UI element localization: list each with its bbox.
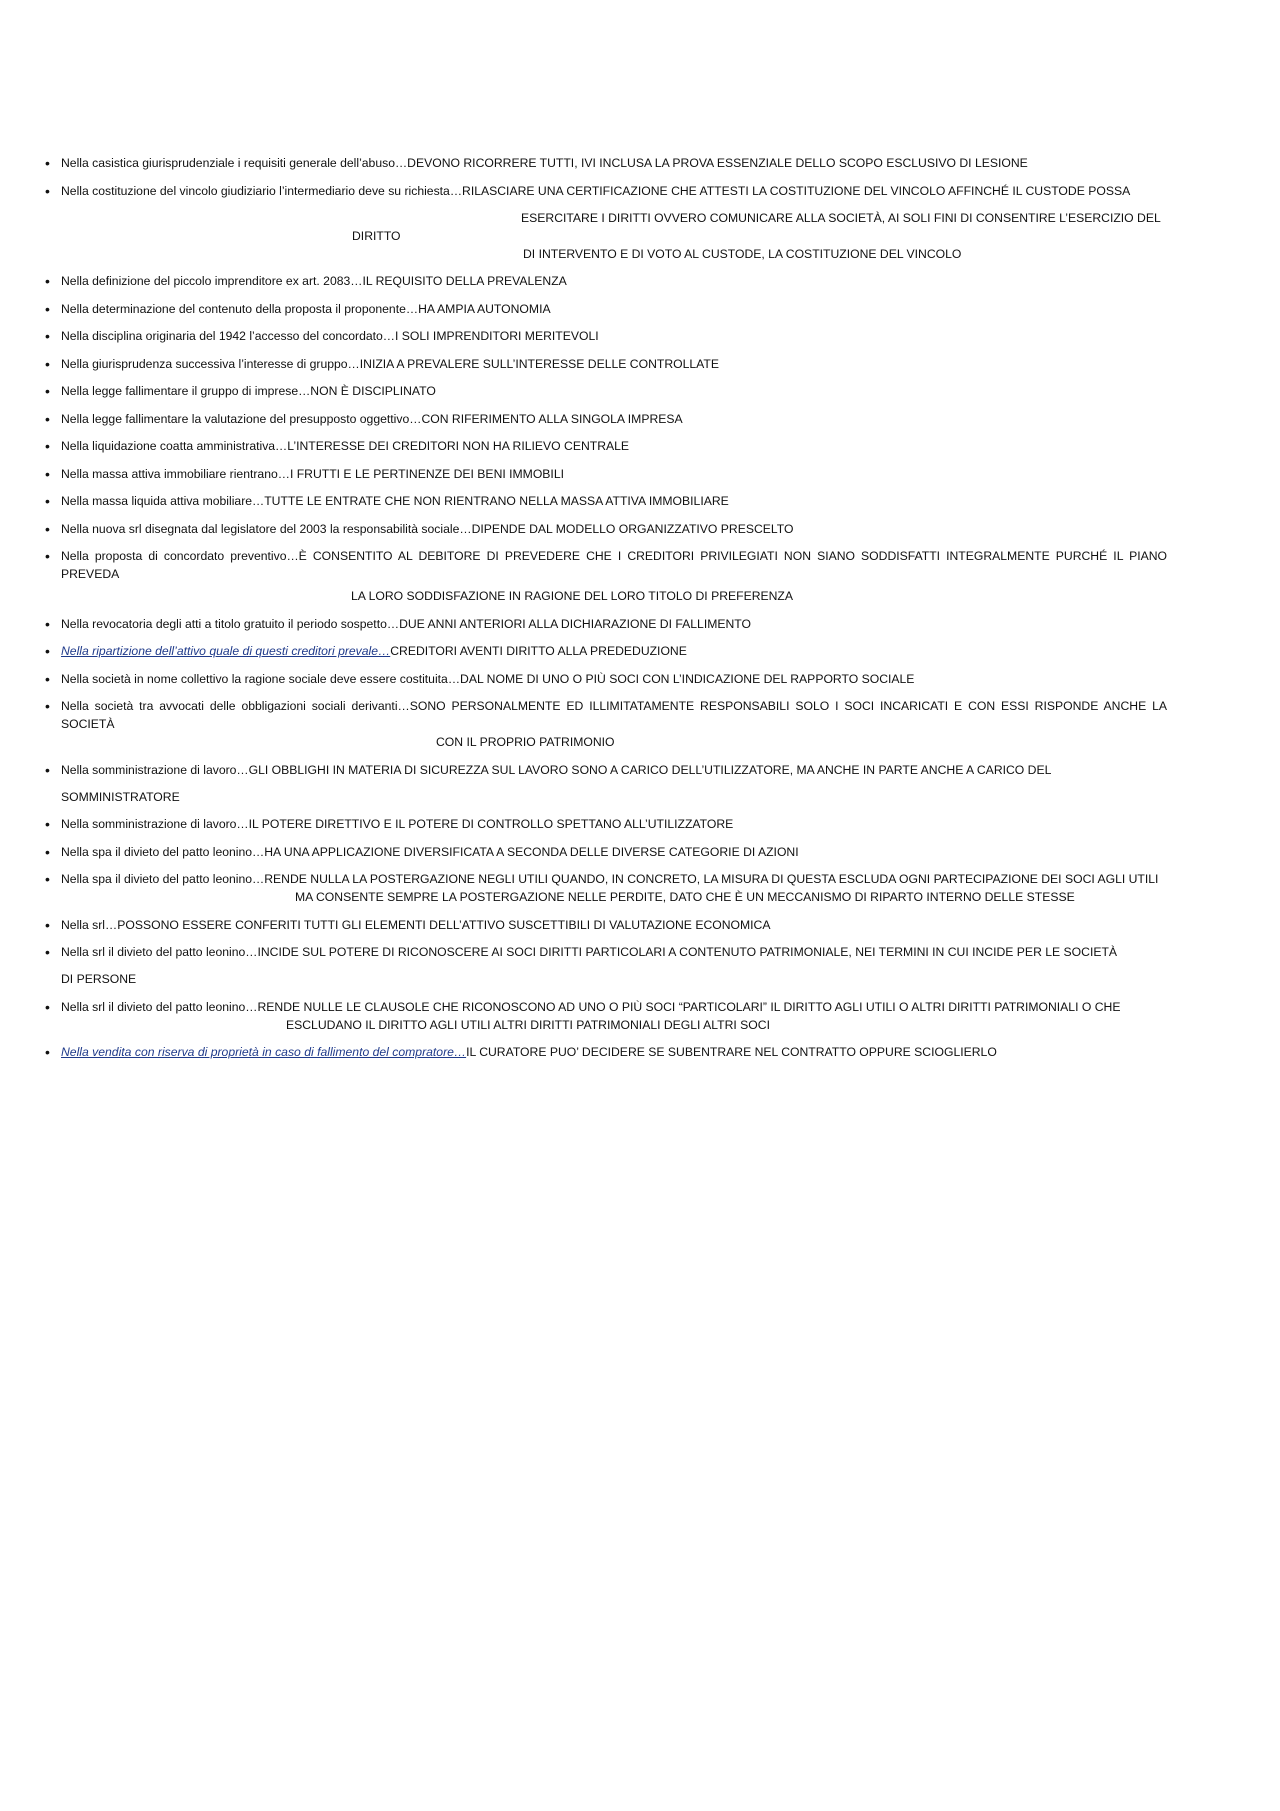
item-answer: DUE ANNI ANTERIORI ALLA DICHIARAZIONE DI FALLIMENTO	[399, 616, 752, 631]
list-item	[45, 182, 1167, 263]
item-answer-continuation	[61, 227, 1167, 245]
item-answer: DEVONO RICORRERE TUTTI, IVI INCLUSA LA PROVA ESSENZIALE DELLO SCOPO ESCLUSIVO DI LESIONE	[407, 156, 1028, 170]
list-item	[45, 547, 1167, 605]
item-answer: RENDE NULLE LE CLAUSOLE CHE RICONOSCONO AD UNO O PIÙ SOCI “PARTICOLARI” IL DIRITTO AGLI UTILI O ALTRI DIRITTI PATRIMONIALI O CHE	[257, 999, 1121, 1014]
item-answer-continuation: SOMMINISTRATORE	[61, 789, 180, 804]
item-answer-word: DIRITTO	[352, 228, 401, 243]
item-answer-continuation: CON IL PROPRIO PATRIMONIO	[436, 735, 615, 749]
list-item	[45, 815, 1167, 833]
list-item	[45, 327, 1167, 345]
item-question: Nella liquidazione coatta amministrativa…	[61, 439, 288, 453]
list-item	[45, 520, 1167, 538]
item-answer: DIPENDE DAL MODELLO ORGANIZZATIVO PRESCELTO	[471, 521, 794, 536]
item-question: Nella giurisprudenza successiva l’interesse di gruppo…	[61, 356, 360, 371]
item-answer: L’INTERESSE DEI CREDITORI NON HA RILIEVO CENTRALE	[287, 439, 630, 453]
item-answer: NON È DISCIPLINATO	[310, 384, 436, 398]
item-answer: SONO PERSONALMENTE ED ILLIMITATAMENTE RESPONSABILI SOLO I SOCI INCARICATI E CON ESSI RISPONDE ANCHE LA SOCIETÀ	[61, 699, 1167, 731]
item-question: Nella srl il divieto del patto leonino…	[61, 945, 258, 959]
item-question: Nella revocatoria degli atti a titolo gratuito il periodo sospetto…	[61, 616, 400, 631]
item-question: Nella legge fallimentare il gruppo di imprese…	[61, 384, 311, 398]
item-question: Nella srl il divieto del patto leonino…	[61, 999, 258, 1014]
item-question: Nella costituzione del vincolo giudiziario l’intermediario deve su richiesta…	[61, 183, 463, 198]
list-item	[45, 382, 1167, 400]
list-item	[45, 410, 1167, 428]
item-question: Nella massa attiva immobiliare rientrano…	[61, 466, 290, 481]
list-item	[45, 843, 1167, 861]
item-answer: INIZIA A PREVALERE SULL’INTERESSE DELLE CONTROLLATE	[359, 356, 719, 371]
item-question: Nella casistica giurisprudenziale i requisiti generale dell’abuso…	[61, 156, 408, 170]
list-item	[45, 1043, 1167, 1061]
list-item	[45, 642, 1167, 660]
item-answer: RENDE NULLA LA POSTERGAZIONE NEGLI UTILI QUANDO, IN CONCRETO, LA MISURA DI QUESTA ESCLUDA OGNI PARTECIPAZIONE DEI SOCI AGLI UTILI	[264, 872, 1159, 886]
item-answer: HA UNA APPLICAZIONE DIVERSIFICATA A SECONDA DELLE DIVERSE CATEGORIE DI AZIONI	[264, 844, 799, 859]
list-item	[45, 355, 1167, 373]
list-item	[45, 943, 1167, 988]
item-answer: È CONSENTITO AL DEBITORE DI PREVEDERE CHE I CREDITORI PRIVILEGIATI NON SIANO SODDISFATTI INTEGRALMENTE PURCHÉ IL PIANO PREVEDA	[61, 549, 1168, 581]
list-item	[45, 437, 1167, 455]
item-answer: INCIDE SUL POTERE DI RICONOSCERE AI SOCI DIRITTI PARTICOLARI A CONTENUTO PATRIMONIALE, NEI TERMINI IN CUI INCIDE PER LE SOCIETÀ	[257, 945, 1118, 959]
list-item	[45, 670, 1167, 688]
item-question: Nella srl…	[61, 917, 118, 932]
list-item	[45, 154, 1167, 172]
item-answer-continuation: DI PERSONE	[61, 972, 137, 986]
item-question: Nella legge fallimentare la valutazione del presupposto oggettivo…	[61, 411, 422, 426]
item-answer: DAL NOME DI UNO O PIÙ SOCI CON L’INDICAZIONE DEL RAPPORTO SOCIALE	[460, 671, 915, 686]
item-answer-continuation: ESCLUDANO IL DIRITTO AGLI UTILI ALTRI DIRITTI PATRIMONIALI DEGLI ALTRI SOCI	[286, 1017, 770, 1032]
item-question-link[interactable]: Nella ripartizione dell’attivo quale di questi creditori prevale…	[61, 644, 391, 658]
item-question: Nella spa il divieto del patto leonino…	[61, 872, 265, 886]
item-answer: IL CURATORE PUO’ DECIDERE SE SUBENTRARE NEL CONTRATTO OPPURE SCIOGLIERLO	[466, 1045, 997, 1059]
item-answer: CREDITORI AVENTI DIRITTO ALLA PREDEDUZIONE	[390, 644, 687, 658]
list-item	[45, 492, 1167, 510]
item-question: Nella determinazione del contenuto della proposta il proponente…	[61, 301, 419, 316]
item-question: Nella società in nome collettivo la ragione sociale deve essere costituita…	[61, 671, 461, 686]
item-question: Nella spa il divieto del patto leonino…	[61, 844, 265, 859]
item-answer: POSSONO ESSERE CONFERITI TUTTI GLI ELEMENTI DELL’ATTIVO SUSCETTIBILI DI VALUTAZIONE ECONOMICA	[117, 917, 771, 932]
list-item	[45, 998, 1167, 1034]
list-item	[45, 870, 1167, 906]
list-item	[45, 761, 1167, 806]
item-answer-continuation: DI INTERVENTO E DI VOTO AL CUSTODE, LA COSTITUZIONE DEL VINCOLO	[523, 246, 962, 261]
item-answer: TUTTE LE ENTRATE CHE NON RIENTRANO NELLA MASSA ATTIVA IMMOBILIARE	[264, 494, 729, 508]
item-question: Nella massa liquida attiva mobiliare…	[61, 494, 265, 508]
item-answer-continuation: ESERCITARE I DIRITTI OVVERO COMUNICARE ALLA SOCIETÀ, AI SOLI FINI DI CONSENTIRE L’ESERCIZIO DEL	[521, 210, 1161, 225]
bullet-list	[45, 154, 1167, 1071]
item-question: Nella società tra avvocati delle obbligazioni sociali derivanti…	[61, 699, 410, 713]
item-question: Nella somministrazione di lavoro…	[61, 762, 249, 777]
item-question: Nella proposta di concordato preventivo…	[61, 549, 299, 563]
list-item	[45, 615, 1167, 633]
list-item	[45, 300, 1167, 318]
list-item	[45, 916, 1167, 934]
item-answer: I SOLI IMPRENDITORI MERITEVOLI	[395, 329, 599, 343]
list-item	[45, 697, 1167, 751]
item-question: Nella somministrazione di lavoro…	[61, 817, 249, 831]
item-question: Nella nuova srl disegnata dal legislatore del 2003 la responsabilità sociale…	[61, 521, 472, 536]
item-answer: GLI OBBLIGHI IN MATERIA DI SICUREZZA SUL LAVORO SONO A CARICO DELL’UTILIZZATORE, MA ANCHE IN PARTE ANCHE A CARICO DEL	[248, 762, 1052, 777]
item-answer: IL REQUISITO DELLA PREVALENZA	[362, 274, 567, 288]
item-answer-continuation: LA LORO SODDISFAZIONE IN RAGIONE DEL LORO TITOLO DI PREFERENZA	[351, 589, 794, 603]
item-question-link[interactable]: Nella vendita con riserva di proprietà in caso di fallimento del compratore…	[61, 1045, 467, 1059]
item-answer: I FRUTTI E LE PERTINENZE DEI BENI IMMOBILI	[289, 466, 564, 481]
item-answer: HA AMPIA AUTONOMIA	[418, 301, 551, 316]
list-item	[45, 465, 1167, 483]
item-answer: RILASCIARE UNA CERTIFICAZIONE CHE ATTESTI LA COSTITUZIONE DEL VINCOLO AFFINCHÉ IL CUSTODE POSSA	[462, 183, 1131, 198]
item-answer: CON RIFERIMENTO ALLA SINGOLA IMPRESA	[421, 411, 683, 426]
item-question: Nella disciplina originaria del 1942 l’accesso del concordato…	[61, 329, 395, 343]
list-item	[45, 272, 1167, 290]
item-answer-continuation: MA CONSENTE SEMPRE LA POSTERGAZIONE NELLE PERDITE, DATO CHE È UN MECCANISMO DI RIPARTO INTERNO DELLE STESSE	[295, 890, 1075, 904]
item-question: Nella definizione del piccolo imprenditore ex art. 2083…	[61, 274, 363, 288]
item-answer: IL POTERE DIRETTIVO E IL POTERE DI CONTROLLO SPETTANO ALL’UTILIZZATORE	[248, 817, 734, 831]
